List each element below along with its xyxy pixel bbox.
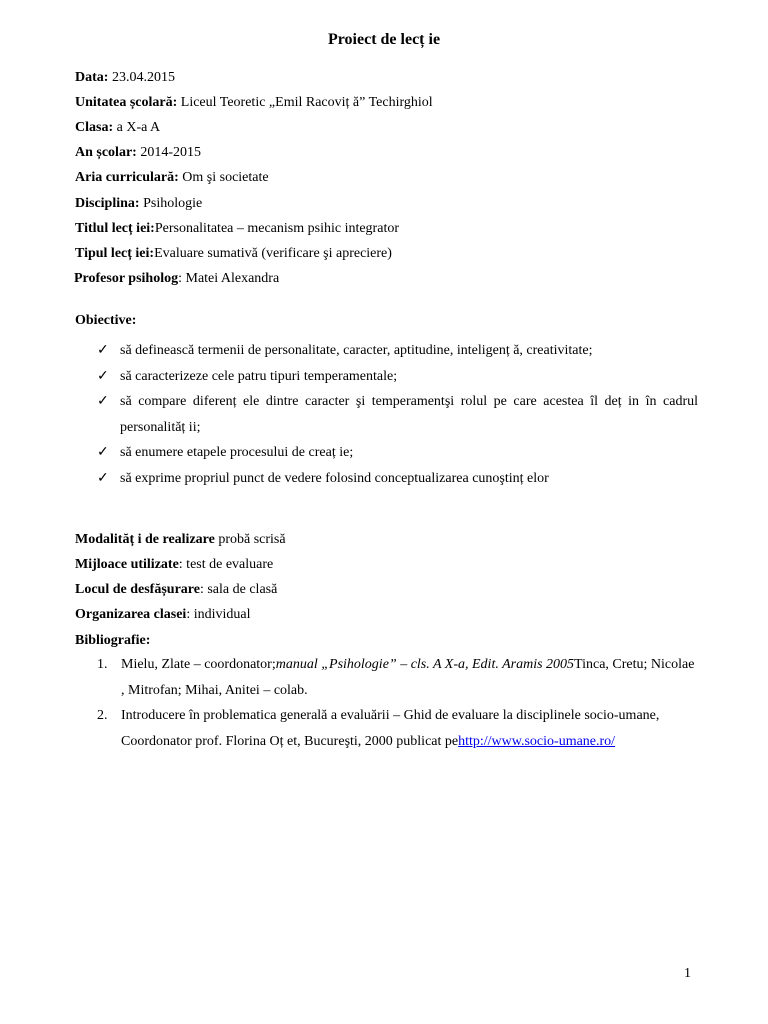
- field-value: Evaluare sumativă (verificare şi apreciere): [154, 246, 392, 261]
- list-item: [97, 703, 698, 754]
- field-value: Om şi societate: [178, 170, 269, 185]
- field-date: [75, 70, 175, 86]
- detail-method: [75, 532, 286, 548]
- field-label: Unitatea școlară:: [75, 95, 178, 110]
- checkmark-icon: ✓: [97, 343, 109, 358]
- field-value: : Matei Alexandra: [178, 271, 280, 286]
- bib-text: Mielu, Zlate – coordonator;: [121, 657, 276, 672]
- checkmark-icon: ✓: [97, 394, 109, 409]
- page-number: 1: [684, 966, 691, 981]
- field-school-year: [75, 145, 201, 161]
- field-value: a X-a A: [113, 120, 161, 135]
- bibliography-heading: Bibliografie:: [75, 633, 151, 648]
- field-value: : individual: [186, 607, 251, 622]
- objective-text: să compare diferenț ele dintre caracter şi temperamentşi rolul pe care acestea îl deț in în cadrul personalităț ii;: [120, 394, 698, 435]
- bib-text: Tinca, Cretu; Nicolae , Mitrofan; Mihai, Anitei – colab.: [121, 657, 695, 698]
- field-lesson-title: [75, 221, 399, 237]
- bibliography-link[interactable]: http://www.socio-umane.ro/: [458, 733, 616, 749]
- field-label: Data:: [75, 70, 109, 85]
- page-title: Proiect de lecț ie: [327, 31, 441, 48]
- field-label: An școlar:: [75, 145, 137, 160]
- bibliography-list: [97, 652, 698, 754]
- detail-means: [75, 557, 273, 573]
- objective-text: să caracterizeze cele patru tipuri temperamentale;: [120, 368, 398, 384]
- checkmark-icon: ✓: [97, 368, 109, 384]
- field-lesson-type: [75, 246, 392, 262]
- field-value: Liceul Teoretic „Emil Racoviț ă” Techirghiol: [177, 95, 433, 110]
- objective-text: să exprime propriul punct de vedere folosind conceptualizarea cunoştinț elor: [120, 470, 549, 486]
- list-item: [97, 652, 698, 703]
- field-label: Profesor psiholog: [74, 271, 179, 286]
- field-teacher: [74, 271, 279, 287]
- checkmark-icon: ✓: [97, 470, 109, 486]
- field-label: Mijloace utilizate: [75, 557, 179, 572]
- field-school: [75, 95, 433, 111]
- checkmark-icon: ✓: [97, 445, 109, 460]
- field-class: [75, 120, 160, 136]
- item-number: 1.: [97, 657, 108, 672]
- field-label: Tipul lecț iei:: [75, 246, 155, 261]
- field-label: Locul de desfășurare: [75, 582, 200, 597]
- field-curricular-area: [75, 170, 269, 186]
- field-discipline: [75, 196, 202, 212]
- list-item: [97, 466, 698, 492]
- field-value: Personalitatea – mecanism psihic integrator: [154, 221, 399, 236]
- bib-text: Introducere în problematica generală a evaluării – Ghid de evaluare la disciplinele socio-umane, Coordonator prof. Florina Oț et, Bucureşti, 2000 publicat pe: [121, 708, 660, 749]
- field-label: Titlul lecț iei:: [75, 221, 155, 236]
- list-item: [97, 440, 698, 466]
- field-label: Organizarea clasei: [75, 607, 187, 622]
- field-value: : test de evaluare: [178, 557, 274, 572]
- objectives-heading: Obiective:: [75, 313, 137, 328]
- field-value: Psihologie: [139, 196, 203, 211]
- objectives-list: [97, 338, 698, 491]
- field-value: : sala de clasă: [199, 582, 278, 597]
- objective-text: să definească termenii de personalitate, caracter, aptitudine, inteligenț ă, creativitate;: [120, 343, 593, 358]
- list-item: [97, 389, 698, 440]
- field-label: Disciplina:: [75, 196, 140, 211]
- field-value: 2014-2015: [136, 145, 201, 160]
- list-item: [97, 338, 698, 364]
- field-value: probă scrisă: [214, 532, 286, 547]
- item-number: 2.: [97, 708, 108, 723]
- objective-text: să enumere etapele procesului de creaț ie;: [120, 445, 354, 460]
- bib-title: manual „Psihologie” – cls. A X-a, Edit. Aramis 2005: [275, 657, 575, 672]
- detail-location: [75, 582, 277, 598]
- field-label: Aria curriculară:: [75, 170, 179, 185]
- list-item: [97, 364, 698, 390]
- field-label: Modalităț i de realizare: [75, 532, 215, 547]
- field-value: 23.04.2015: [108, 70, 175, 85]
- field-label: Clasa:: [75, 120, 114, 135]
- detail-organization: [75, 607, 251, 623]
